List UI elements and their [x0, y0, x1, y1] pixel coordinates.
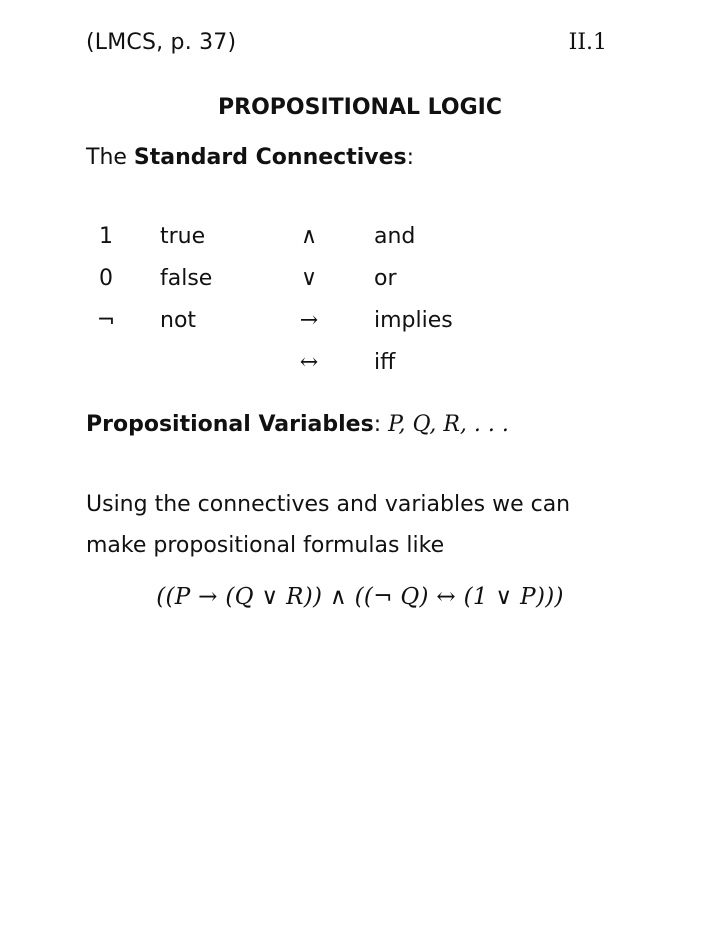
connective-symbol: ¬ [96, 307, 116, 333]
connective-symbol: 1 [99, 223, 113, 249]
connective-symbol [86, 341, 126, 383]
connective-name [126, 341, 280, 383]
variables-label: Propositional Variables [86, 412, 374, 437]
slide-number: II.1 [568, 30, 607, 55]
connective-name: false [160, 265, 213, 291]
connectives-row [86, 341, 453, 383]
connective-name: iff [374, 349, 396, 375]
intro-prefix: The [86, 145, 127, 170]
intro-bold-term: Standard Connectives [133, 145, 407, 170]
connective-name: implies [374, 307, 453, 333]
paragraph-line: make propositional formulas like [86, 533, 445, 558]
explanation-paragraph [86, 484, 646, 566]
variables-list: P, Q, R, . . . [388, 412, 509, 437]
intro-suffix: : [406, 145, 415, 170]
connectives-row [86, 257, 453, 299]
connectives-row [86, 299, 453, 341]
connective-symbol: ↔ [299, 349, 319, 375]
paragraph-line: Using the connectives and variables we can [86, 492, 571, 517]
connective-name: or [374, 265, 397, 291]
intro-line [86, 145, 414, 170]
connective-name: and [374, 223, 416, 249]
connective-name: not [160, 307, 197, 333]
variables-line [86, 412, 509, 437]
example-formula: ((P → (Q ∨ R)) ∧ ((¬ Q) ↔ (1 ∨ P))) [156, 584, 564, 610]
variables-colon: : [373, 412, 382, 437]
connective-symbol: → [299, 307, 319, 333]
source-reference: (LMCS, p. 37) [86, 30, 237, 55]
connective-symbol: ∧ [300, 223, 318, 249]
slide-title: PROPOSITIONAL LOGIC [218, 95, 502, 120]
connectives-table [86, 215, 453, 383]
connectives-row [86, 215, 453, 257]
connective-symbol: ∨ [300, 265, 318, 291]
connective-name: true [160, 223, 206, 249]
connective-symbol: 0 [99, 265, 113, 291]
